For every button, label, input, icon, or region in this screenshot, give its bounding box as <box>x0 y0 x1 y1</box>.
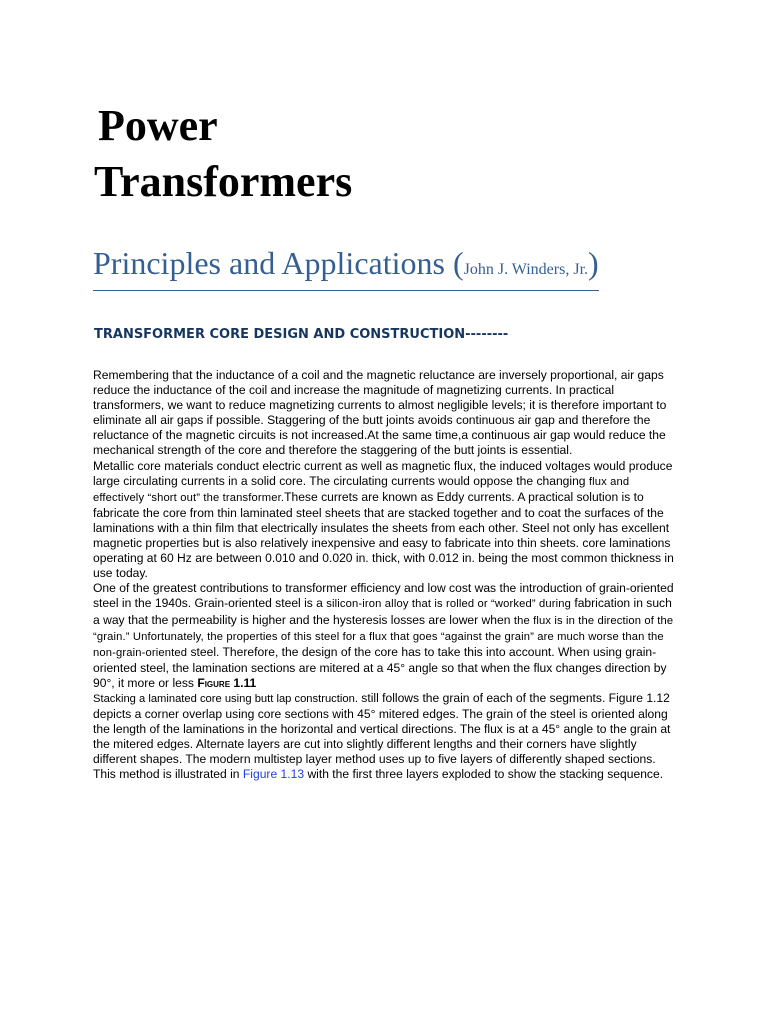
figure-caption: Stacking a laminated core using butt lap construction. <box>93 692 358 705</box>
paragraph-2 <box>93 459 675 552</box>
subtitle-main: Principles and Applications ( <box>93 245 464 281</box>
paragraph-4-part-g: with the first three layers exploded to show the stacking sequence. <box>304 767 664 782</box>
document-title <box>94 98 352 210</box>
figure-link-1-13[interactable]: Figure 1.13 <box>242 767 305 782</box>
figure-reference-1-11: Figure 1.11 <box>197 675 257 690</box>
subtitle-close: ) <box>588 245 599 281</box>
paragraph-2-part-a: Metallic core materials conduct electric current as well as magnetic flux, the induced voltages would produce large circulating currents in a solid core. The circulating currents would oppose the changing <box>93 458 673 488</box>
paragraph-4-part-b: silicon-iron alloy that is rolled or “worked” during <box>326 598 571 611</box>
paragraph-2-part-b: flux and effectively “short out” the transformer. <box>93 475 630 504</box>
title-line-1: Power <box>98 101 218 150</box>
section-heading: TRANSFORMER CORE DESIGN AND CONSTRUCTION-------- <box>94 327 509 342</box>
paragraph-3: operating at 60 Hz are between 0.010 and 0.020 in. thick, with 0.012 in. being the most common thickness in use today. <box>93 551 674 581</box>
title-line-2: Transformers <box>94 157 353 206</box>
paragraph-4-part-c: fabrication in such a way that the permeability is higher and the hysteresis losses are lower when <box>93 596 672 627</box>
paragraph-4-part-d: the flux is in the direction of the “grain.” Unfortunately, the properties of this steel for a flux that goes “against the grain” are much worse than the non-grain-oriented <box>93 614 674 659</box>
paragraph-2-part-c: These currets are known as Eddy currents. A practical solution is to fabricate the core from thin laminated steel sheets that are stacked together and to coat the surfaces of the laminations with a thin film that electrically insulates the sheets from each other. Steel not only has excellent magnetic properties but is also relatively inexpensive and easy to fabricate into thin sheets. core laminations <box>93 489 671 551</box>
paragraph-4-part-a: One of the greatest contributions to transformer efficiency and low cost was the introduction of grain-oriented steel in the 1940s. Grain-oriented steel is a <box>93 581 674 611</box>
body-text <box>93 368 675 783</box>
paragraph-4 <box>93 581 675 782</box>
paragraph-4-part-e: steel. Therefore, the design of the core has to take this into account. When using grain-oriented steel, the lamination sections are mitered at a 45° angle so that when the flux changes direction by 90°, it more or less <box>93 644 667 690</box>
subtitle-author: John J. Winders, Jr. <box>463 261 589 278</box>
paragraph-1: Remembering that the inductance of a coil and the magnetic reluctance are inversely proportional, air gaps reduce the inductance of the coil and increase the magnitude of magnetizing currents. In practical transformers, we want to reduce magnetizing currents to almost negligible levels; it is therefore important to eliminate all air gaps if possible. Staggering of the butt joints avoids continuous air gap and therefore the reluctance of the magnetic circuits is not increased.At the same time,a continuous air gap would reduce the mechanical strength of the core and therefore the staggering of the butt joints is essential. <box>93 368 667 458</box>
document-subtitle[interactable] <box>93 243 599 291</box>
paragraph-4-part-f: still follows the grain of each of the segments. Figure 1.12 depicts a corner overlap using core sections with 45° mitered edges. The grain of the steel is oriented along the length of the laminations in the horizontal and vertical directions. The flux is at a 45° angle to the grain at the mitered edges. Alternate layers are cut into slightly different lengths and their corners have slightly different shapes. The modern multistep layer method uses up to five layers of differently shaped sections. This method is illustrated in <box>93 690 671 782</box>
